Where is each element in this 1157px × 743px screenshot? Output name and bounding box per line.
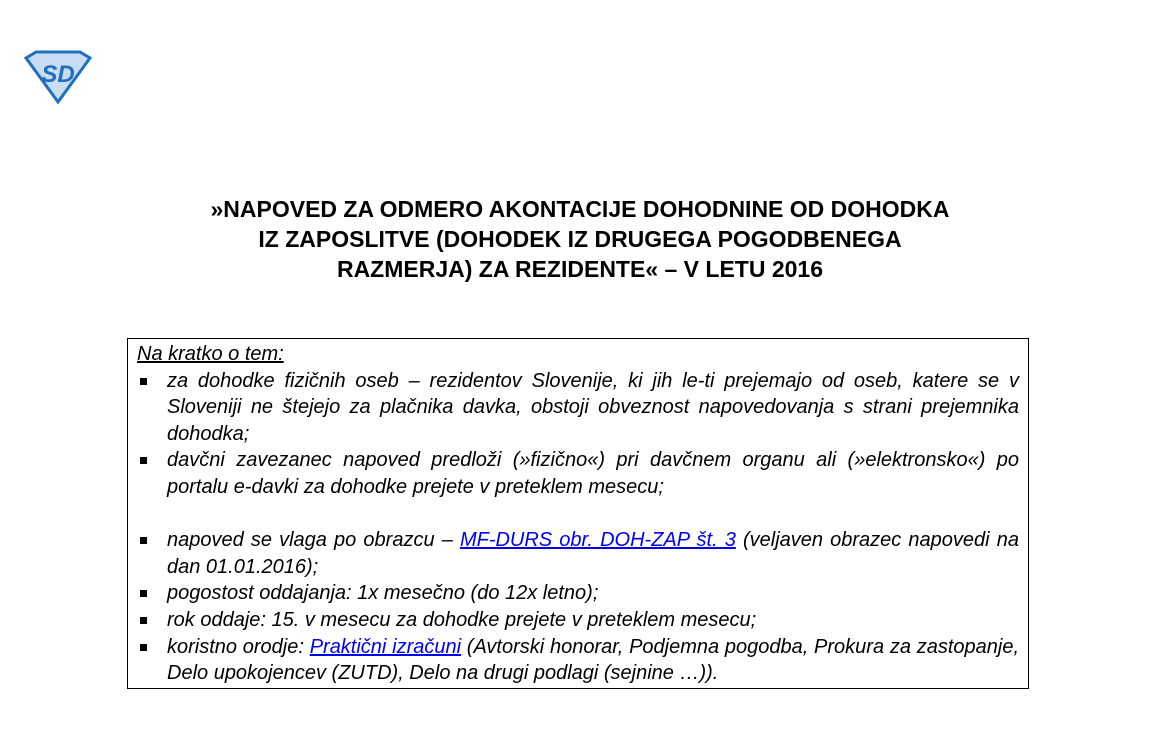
title-line: IZ ZAPOSLITVE (DOHODEK IZ DRUGEGA POGODBENEGA: [258, 226, 902, 252]
form-link[interactable]: MF-DURS obr. DOH-ZAP št. 3: [459, 529, 736, 552]
list-spacer: [137, 501, 1019, 528]
page-title: [130, 194, 1030, 284]
summary-box: [127, 338, 1029, 689]
calculations-link[interactable]: Praktični izračuni: [309, 635, 462, 658]
list-item: pogostost oddajanja: 1x mesečno (do 12x letno);: [137, 580, 1019, 607]
list-item-text: koristno orodje:: [167, 635, 310, 658]
summary-heading: Na kratko o tem:: [137, 343, 284, 365]
list-item: [137, 634, 1019, 687]
svg-text:SD: SD: [41, 61, 75, 88]
list-item: rok oddaje: 15. v mesecu za dohodke prejete v preteklem mesecu;: [137, 607, 1019, 634]
list-item-text: (Avtorski honorar, Podjemna pogodba, Prokura za zastopanje, Delo upokojencev (ZUTD), Delo na drugi podlagi (sejnine …)).: [167, 635, 1020, 685]
summary-list: [137, 368, 1019, 687]
title-line: RAZMERJA) ZA REZIDENTE« – V LETU 2016: [336, 256, 824, 282]
list-item: za dohodke fizičnih oseb – rezidentov Slovenije, ki jih le-ti prejemajo od oseb, katere se v Sloveniji ne štejejo za plačnika davka, obstoji obveznost napovedovanja s strani prejemnika dohodka;: [137, 368, 1019, 448]
list-item-text: (veljaven obrazec napovedi na dan 01.01.2016);: [167, 529, 1019, 578]
list-item: davčni zavezanec napoved predloži (»fizično«) pri davčnem organu ali (»elektronsko«) po portalu e-davki za dohodke prejete v preteklem mesecu;: [137, 447, 1019, 500]
list-item-text: napoved se vlaga po obrazcu –: [167, 529, 460, 552]
title-line: »NAPOVED ZA ODMERO AKONTACIJE DOHODNINE OD DOHODKA: [210, 196, 950, 222]
list-item: [137, 527, 1019, 580]
company-logo: [22, 50, 94, 104]
